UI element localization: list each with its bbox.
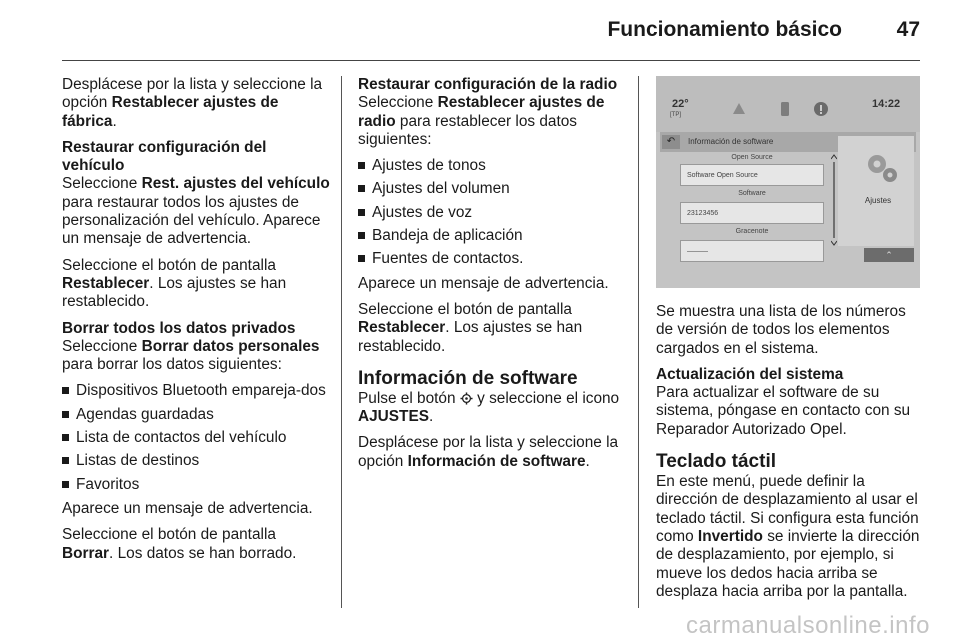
paragraph: Aparece un mensaje de advertencia. (62, 499, 313, 517)
subheading-radio: Restaurar configuración de la radio (358, 76, 618, 93)
paragraph: Para actualizar el software de su sistema, póngase en contacto con su Reparador Autorizado Opel. (656, 384, 911, 438)
list-item: Ajustes de voz (358, 204, 626, 222)
tp-indicator: [TP] (670, 112, 682, 118)
list-item-software[interactable]: 23123456 (680, 202, 824, 224)
list-header: Software (738, 190, 766, 197)
paragraph: Desplácese por la lista y seleccione la opción Información de software. (358, 434, 619, 470)
section-title-software-info: Información de software (358, 367, 578, 389)
column-divider-left (341, 76, 342, 608)
list-header: Open Source (731, 154, 773, 161)
bullet-list-private (62, 382, 330, 493)
page-number: 47 (896, 18, 920, 41)
list-item: Lista de contactos del vehículo (62, 429, 330, 447)
paragraph: Seleccione Restablecer ajustes de radio para restablecer los datos siguientes: (358, 94, 605, 148)
list-item: Favoritos (62, 476, 330, 494)
paragraph: Seleccione el botón de pantalla Restablecer. Los ajustes se han restablecido. (62, 256, 287, 311)
subheading-private-data: Borrar todos los datos privados (62, 319, 296, 337)
paragraph: Seleccione el botón de pantalla Restablecer. Los ajustes se han restablecido. (358, 300, 583, 355)
list-item: Agendas guardadas (62, 406, 330, 424)
scroll-up-button[interactable]: ⌃ (864, 248, 914, 262)
phone-icon[interactable] (776, 100, 794, 118)
list-item-gracenote[interactable]: ——— (680, 240, 824, 262)
scrollbar[interactable] (831, 154, 837, 246)
section-title-touch-keyboard: Teclado táctil (656, 451, 777, 473)
bullet-list-radio (358, 157, 626, 268)
list-item: Bandeja de aplicación (358, 227, 626, 245)
column-3 (656, 303, 922, 609)
list-item-open-source[interactable]: Software Open Source (680, 164, 824, 186)
list-item: Ajustes de tonos (358, 157, 626, 175)
info-icon[interactable] (812, 100, 830, 118)
paragraph: Se muestra una lista de los números de versión de todos los elementos cargados en el sistema. (656, 303, 906, 357)
list-header: Gracenote (735, 228, 769, 235)
list-item: Dispositivos Bluetooth empareja-dos (62, 382, 330, 400)
settings-label: Ajustes (864, 196, 892, 205)
paragraph: Seleccione Rest. ajustes del vehículo para restaurar todos los ajustes de personalización del vehículo. Aparece un mensaje de advertencia. (62, 175, 330, 248)
header-rule (62, 60, 920, 61)
list-item: Ajustes del volumen (358, 180, 626, 198)
status-bar (656, 76, 920, 132)
column-divider-right (638, 76, 639, 608)
paragraph: Seleccione el botón de pantalla Borrar. Los datos se han borrado. (62, 526, 297, 562)
software-info-list (676, 152, 828, 272)
paragraph: Pulse el botón y seleccione el icono AJUSTES. (358, 389, 620, 426)
paragraph: Aparece un mensaje de advertencia. (358, 274, 609, 292)
paragraph: Seleccione Borrar datos personales para borrar los datos siguientes: (62, 337, 320, 374)
temperature-readout: 22° (672, 98, 689, 110)
settings-gear-icon (460, 392, 473, 405)
column-2 (358, 76, 626, 479)
back-button[interactable]: ↶ (662, 135, 680, 149)
screen-title: Información de software (688, 137, 774, 146)
infotainment-screenshot (656, 76, 920, 288)
list-item: Fuentes de contactos. (358, 250, 626, 268)
list-item: Listas de destinos (62, 452, 330, 470)
column-1 (62, 76, 330, 571)
watermark: carmanualsonline.info (686, 612, 930, 639)
page-header-title: Funcionamiento básico (607, 18, 842, 41)
settings-side-panel[interactable] (838, 136, 914, 246)
settings-gears-icon (862, 148, 902, 188)
navigation-icon[interactable] (730, 100, 748, 118)
subheading-vehicle: Restaurar configuración del vehículo (62, 138, 267, 175)
subheading-system-update: Actualización del sistema (656, 365, 844, 383)
clock-readout: 14:22 (872, 98, 901, 110)
paragraph: En este menú, puede definir la dirección de desplazamiento al usar el teclado táctil. Si configura esta función como Invertido se invierte la dirección de desplazamiento, por ejemplo, si mueve los dedos hacia arriba se desplaza hacia arriba por la pantalla. (656, 473, 920, 600)
paragraph: Desplácese por la lista y seleccione la opción Restablecer ajustes de fábrica. (62, 76, 323, 130)
